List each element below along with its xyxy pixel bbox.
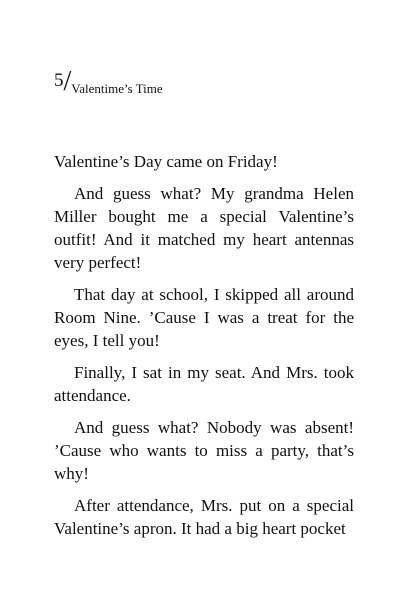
paragraph: Valentine’s Day came on Friday!	[54, 152, 278, 171]
paragraph: And guess what? My grandma Helen Miller bought me a special Valentine’s outfit! And it matched my heart antennas very perfect!	[54, 184, 354, 272]
chapter-slash: /	[63, 66, 72, 97]
chapter-number: 5	[54, 70, 64, 91]
paragraph: And guess what? Nobody was absent! ’Cause who wants to miss a party, that’s why!	[54, 418, 354, 483]
body-text	[54, 150, 354, 549]
paragraph: That day at school, I skipped all around Room Nine. ’Cause I was a treat for the eyes, I tell you!	[54, 285, 354, 350]
chapter-title: Valentime’s Time	[71, 81, 163, 96]
paragraph: Finally, I sat in my seat. And Mrs. took attendance.	[54, 363, 354, 405]
chapter-heading	[54, 68, 163, 97]
paragraph: After attendance, Mrs. put on a special Valentine’s apron. It had a big heart pocket	[54, 496, 354, 538]
